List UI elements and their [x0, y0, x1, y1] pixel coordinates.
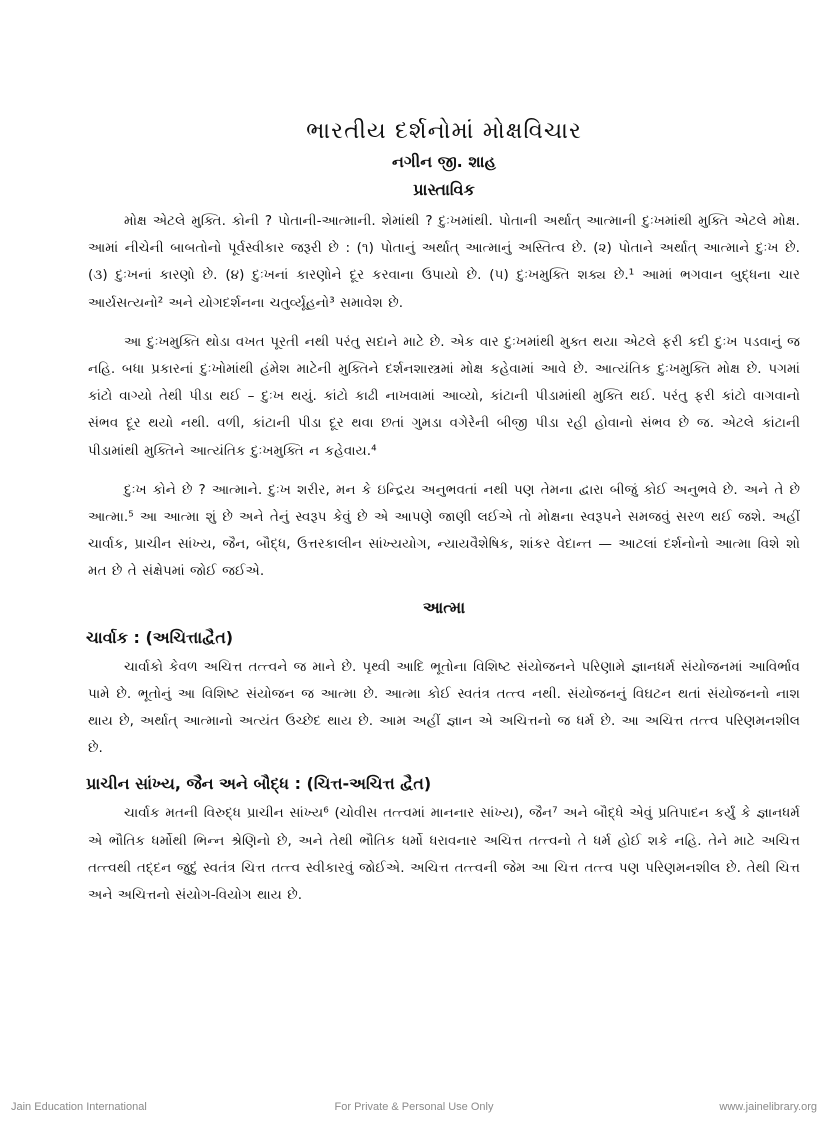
section-heading-intro: પ્રાસ્તાવિક — [413, 180, 475, 199]
paragraph-intro-2: આ દુઃખમુક્તિ થોડા વખત પૂરતી નથી પરંતુ સદાને માટે છે. એક વાર દુઃખમાંથી મુક્ત થયા એટલે ફરી કદી દુઃખ પડવાનું જ નહિ. બધા પ્રકારનાં દુઃખોમાંથી હંમેશ માટેની મુક્તિને દર્શનશાસ્ત્રમાં મોક્ષ કહેવામાં આવે છે. આત્યંતિક દુઃખમુક્તિ મોક્ષ છે. પગમાં કાંટો વાગ્યો તેથી પીડા થઈ – દુઃખ થયું. કાંટો કાઢી નાખવામાં આવ્યો, કાંટાની પીડામાંથી મુક્તિ થઈ. પરંતુ ફરી કાંટો વાગવાનો સંભવ દૂર થયો નથી. વળી, કાંટાની પીડા દૂર થવા છતાં ગુમડા વગેરેની બીજી પીડા રહી હોવાનો સંભવ છે જ. એટલે કાંટાની પીડામાંથી મુક્તિને આત્યંતિક દુઃખમુક્તિ ન કહેવાય.⁴ — [88, 333, 800, 459]
document-page — [88, 118, 800, 921]
paragraph-intro-3: દુઃખ કોને છે ? આત્માને. દુઃખ શરીર, મન કે ઇન્દ્રિય અનુભવતાં નથી પણ તેમના દ્વારા બીજું કોઈ અનુભવે છે. અને તે છે આત્મા.⁵ આ આત્મા શું છે અને તેનું સ્વરૂપ કેવું છે એ આપણે જાણી લઈએ તો મોક્ષના સ્વરૂપને સમજવું સરળ થઈ જશે. અહીં ચાર્વાક, પ્રાચીન સાંખ્ય, જૈન, બૌદ્ધ, ઉત્તરકાલીન સાંખ્યયોગ, ન્યાયવૈશેષિક, શાંકર વેદાન્ત — આટલાં દર્શનોનો આત્મા વિશે શો મત છે તે સંક્ષેપમાં જોઈ જઈએ. — [88, 481, 800, 580]
subheading-charvaka: ચાર્વાક : (અચિત્તાદ્વૈત) — [86, 627, 234, 647]
footer-usage-note: For Private & Personal Use Only — [334, 1101, 494, 1113]
author-name: નગીન જી. શાહ — [392, 152, 496, 171]
paragraph-samkhya-jain-bauddha: ચાર્વાક મતની વિરુદ્ધ પ્રાચીન સાંખ્ય⁶ (ચોવીસ તત્ત્વમાં માનનાર સાંખ્ય), જૈન⁷ અને બૌદ્ધે એવું પ્રતિપાદન કર્યું કે જ્ઞાનધર્મ એ ભૌતિક ધર્મોથી ભિન્ન શ્રેણિનો છે, અને તેથી ભૌતિક ધર્મો ધરાવનાર અચિત્ત તત્ત્વનો તે ધર્મ હોઈ શકે નહિ. તેને માટે અચિત્ત તત્ત્વથી તદ્દન જુદું સ્વતંત્ર ચિત્ત તત્ત્વ સ્વીકારવું જોઈએ. અચિત્ત તત્ત્વની જેમ આ ચિત્ત તત્ત્વ પણ પરિણમનશીલ છે. તેથી ચિત્ત અને અચિત્તનો સંયોગ-વિયોગ થાય છે. — [88, 805, 800, 904]
footer-website-link[interactable]: www.jainelibrary.org — [719, 1101, 817, 1113]
subheading-samkhya-jain-bauddha: પ્રાચીન સાંખ્ય, જૈન અને બૌદ્ધ : (ચિત્ત-અચિત્ત દ્વૈત) — [86, 774, 432, 794]
footer-publisher: Jain Education International — [11, 1101, 147, 1113]
paragraph-intro-1: મોક્ષ એટલે મુક્તિ. કોની ? પોતાની-આત્માની. શેમાંથી ? દુઃખમાંથી. પોતાની અર્થાત્ આત્માની દુઃખમાંથી મુક્તિ એટલે મોક્ષ. આમાં નીચેની બાબતોનો પૂર્વસ્વીકાર જરૂરી છે : (૧) પોતાનું અર્થાત્ આત્માનું અસ્તિત્વ છે. (૨) પોતાને અર્થાત્ આત્માને દુઃખ છે. (૩) દુઃખનાં કારણો છે. (૪) દુઃખનાં કારણોને દૂર કરવાના ઉપાયો છે. (૫) દુઃખમુક્તિ શક્ય છે.¹ આમાં ભગવાન બુદ્ધના ચાર આર્યસત્યનો² અને યોગદર્શનના ચતુર્વ્યૂહનો³ સમાવેશ છે. — [88, 213, 800, 311]
paragraph-charvaka: ચાર્વાકો કેવળ અચિત્ત તત્ત્વને જ માને છે. પૃથ્વી આદિ ભૂતોના વિશિષ્ટ સંયોજનને પરિણામે જ્ઞાનધર્મ સંયોજનમાં આવિર્ભાવ પામે છે. ભૂતોનું આ વિશિષ્ટ સંયોજન જ આત્મા છે. આત્મા કોઈ સ્વતંત્ર તત્ત્વ નથી. સંયોજનનું વિઘટન થતાં સંયોજનનો નાશ થાય છે, અર્થાત્ આત્માનો અત્યંત ઉચ્છેદ થાય છે. આમ અહીં જ્ઞાન એ અચિત્તનો જ ધર્મ છે. આ અચિત્ત તત્ત્વ પરિણમનશીલ છે. — [88, 658, 800, 757]
page-title: ભારતીય દર્શનોમાં મોક્ષવિચાર — [306, 118, 582, 144]
page-footer — [0, 1101, 828, 1117]
section-heading-atma: આત્મા — [422, 597, 466, 617]
